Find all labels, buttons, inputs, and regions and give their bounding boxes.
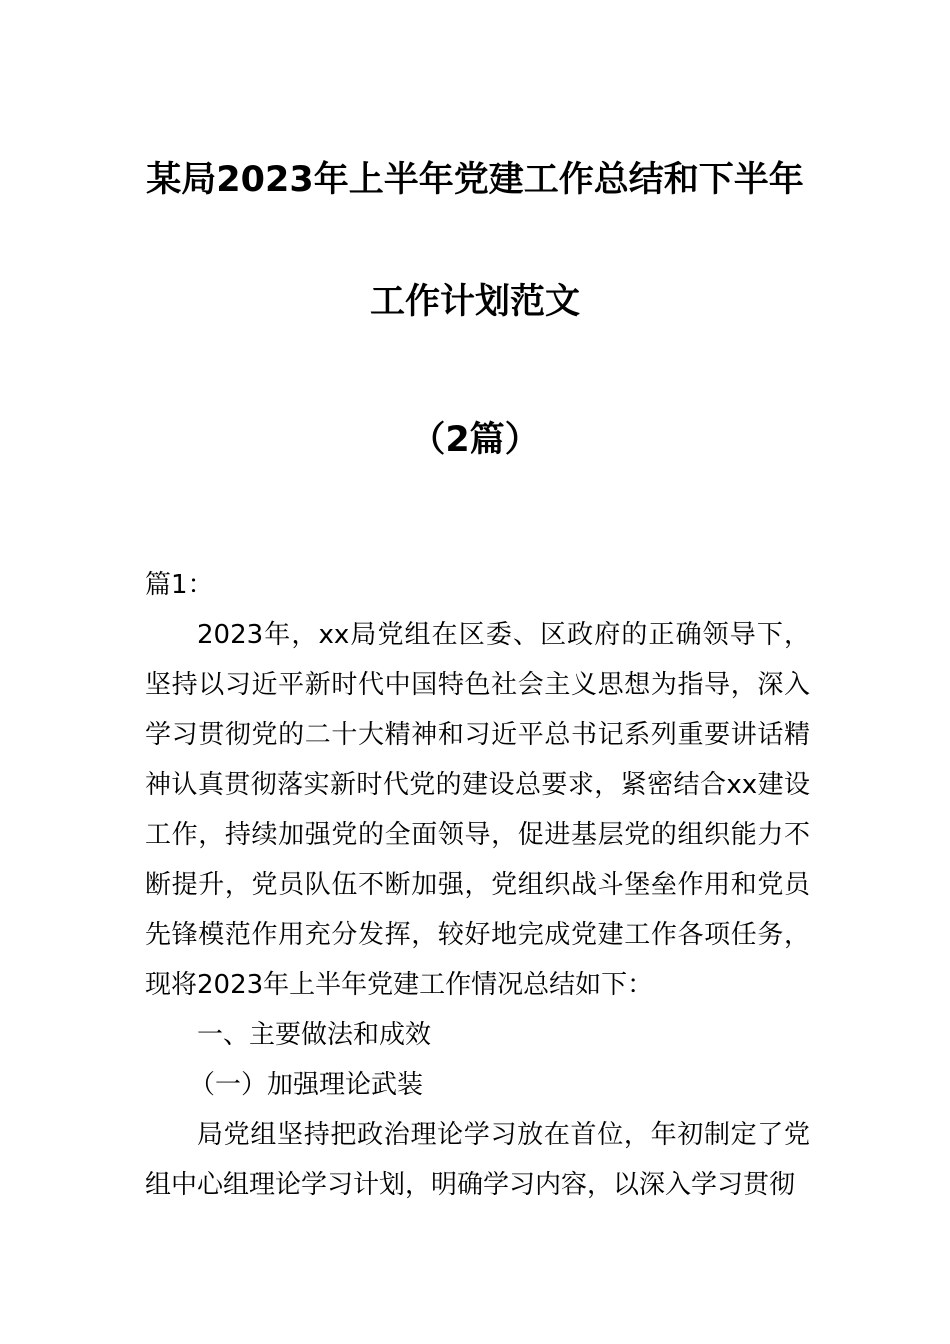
section-heading-2: （一）加强理论武装 [189,1070,424,1100]
document-title-count: （2篇） [410,420,540,460]
body-paragraph-2: 局党组坚持把政治理论学习放在首位，年初制定了党组中心组理论学习计划，明确学习内容，以深入学习贯彻 [145,1120,810,1200]
document-title-line-1: 某局2023年上半年党建工作总结和下半年 [146,160,804,200]
document-body [145,560,810,1210]
section-heading-1: 一、主要做法和成效 [197,1020,432,1050]
body-paragraph-1: 2023年，xx局党组在区委、区政府的正确领导下，坚持以习近平新时代中国特色社会主义思想为指导，深入学习贯彻党的二十大精神和习近平总书记系列重要讲话精神认真贯彻落实新时代党的建设总要求，紧密结合xx建设工作，持续加强党的全面领导，促进基层党的组织能力不断提升，党员队伍不断加强，党组织战斗堡垒作用和党员先锋模范作用充分发挥，较好地完成党建工作各项任务，现将2023年上半年党建工作情况总结如下： [145,620,810,1000]
document-title-line-2: 工作计划范文 [369,282,580,322]
section-label: 篇1： [145,570,214,600]
